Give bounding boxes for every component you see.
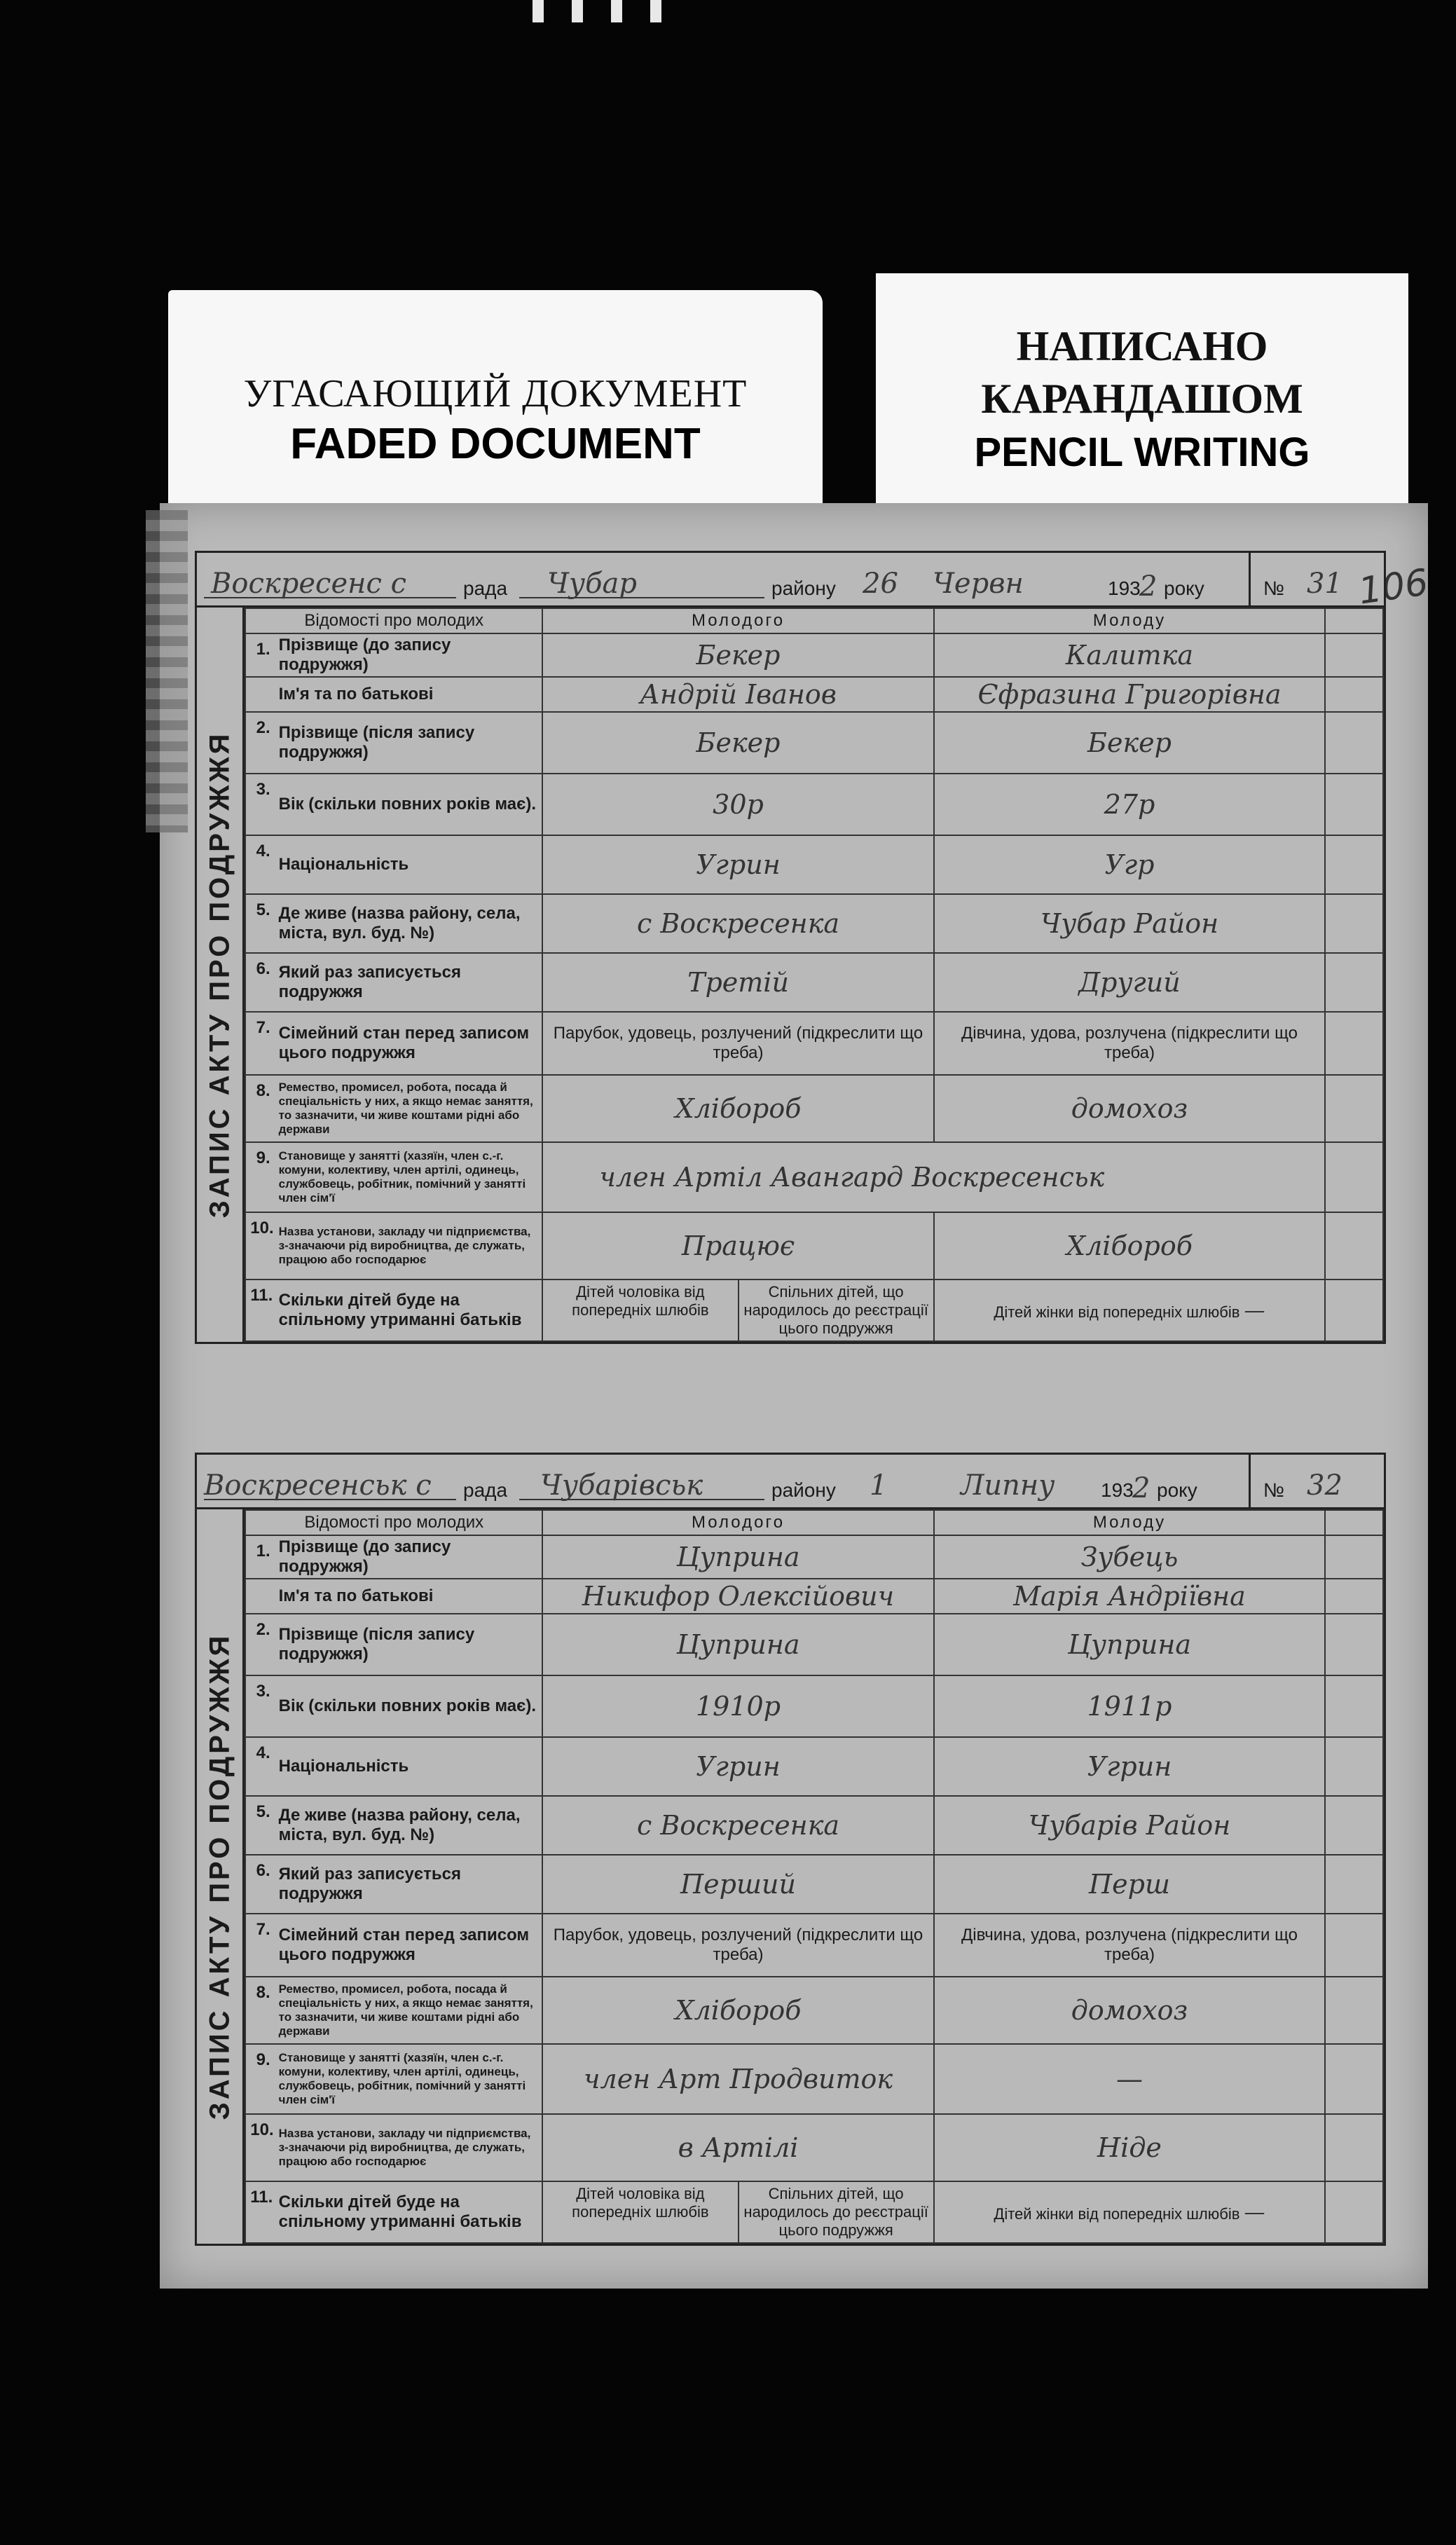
question-number: 8. bbox=[245, 1075, 274, 1142]
bride-answer: Другий bbox=[934, 953, 1325, 1012]
children-common-label: Спільних дітей, що народилось до реєстрації цього подружжя bbox=[743, 1283, 928, 1337]
raion-value: Чубар bbox=[547, 568, 637, 600]
bride-marital-options: Дівчина, удова, розлучена (підкреслити що треба) bbox=[934, 1914, 1325, 1977]
record-number: 32 bbox=[1307, 1469, 1342, 1502]
groom-answer: член Арт Продвиток bbox=[542, 2044, 933, 2114]
question-text: Ремество, промисел, робота, посада й спеціальність у них, а якщо немає заняття, то зазначити, чи живе коштами рідні або держави bbox=[275, 1075, 543, 1142]
bride-answer: Чубар Район bbox=[934, 894, 1325, 953]
faded-label-en: FADED DOCUMENT bbox=[290, 420, 701, 468]
col-groom-header: Молодого bbox=[542, 608, 933, 633]
question-text: Ім'я та по батькові bbox=[275, 1579, 543, 1614]
question-text: Становище у занятті (хазяїн, член с.-г. комуни, колективу, член артілі, одинець, службовець, робітник, помічний у занятті член сім'ї bbox=[275, 2044, 543, 2114]
record-body bbox=[195, 1507, 1386, 2246]
groom-answer: Третій bbox=[542, 953, 933, 1012]
col-groom-header: Молодого bbox=[542, 1510, 933, 1535]
groom-answer: Угрин bbox=[542, 1737, 933, 1796]
question-text: Прізвище (до запису подружжя) bbox=[275, 1535, 543, 1579]
question-text: Прізвище (після запису подружжя) bbox=[275, 712, 543, 774]
question-number bbox=[245, 677, 274, 712]
question-text: Вік (скільки повних років має). bbox=[275, 1675, 543, 1737]
question-text: Ім'я та по батькові bbox=[275, 677, 543, 712]
children-bride-cell bbox=[934, 1280, 1325, 1341]
pencil-label-ru-2: КАРАНДАШОМ bbox=[981, 376, 1303, 422]
groom-answer: в Артілі bbox=[542, 2114, 933, 2181]
rada-label: рада bbox=[463, 577, 508, 599]
question-text: Ремество, промисел, робота, посада й спеціальність у них, а якщо немає заняття, то зазначити, чи живе коштами рідні або держави bbox=[275, 1977, 543, 2044]
groom-answer: член Артіл Авангард Воскресенськ bbox=[542, 1142, 1325, 1212]
bride-answer: Перш bbox=[934, 1855, 1325, 1914]
bride-answer: Хлібороб bbox=[934, 1212, 1325, 1280]
year-digit: 2 bbox=[1139, 570, 1158, 603]
question-number: 2. bbox=[245, 712, 274, 774]
question-text: Скільки дітей буде на спільному утриманні батьків bbox=[275, 2181, 543, 2243]
raion-label: району bbox=[771, 577, 836, 599]
film-frame-marks bbox=[533, 0, 743, 28]
question-number: 8. bbox=[245, 1977, 274, 2044]
bride-answer: Калитка bbox=[934, 633, 1325, 677]
rada-value: Воскресенс с bbox=[211, 568, 406, 600]
document-sheet bbox=[160, 503, 1431, 2289]
children-bride-label: Дітей жінки від попередніх шлюбів bbox=[994, 2204, 1240, 2223]
number-label: № bbox=[1263, 1479, 1285, 1501]
rada-label: рада bbox=[463, 1479, 508, 1501]
question-text: Де живе (назва району, села, міста, вул. буд. №) bbox=[275, 894, 543, 953]
children-cell bbox=[542, 2181, 933, 2243]
question-number: 5. bbox=[245, 1796, 274, 1855]
question-number: 7. bbox=[245, 1012, 274, 1075]
question-text: Скільки дітей буде на спільному утриманні батьків bbox=[275, 1280, 543, 1341]
year-label: року bbox=[1164, 577, 1204, 599]
bride-answer: Угрин bbox=[934, 1737, 1325, 1796]
question-text: Сімейний стан перед записом цього подружжя bbox=[275, 1914, 543, 1977]
question-number: 4. bbox=[245, 835, 274, 894]
groom-answer: Никифор Олексійович bbox=[542, 1579, 933, 1614]
bride-answer: Зубець bbox=[934, 1535, 1325, 1579]
question-number: 9. bbox=[245, 2044, 274, 2114]
question-number: 1. bbox=[245, 633, 274, 677]
bride-answer: домохоз bbox=[934, 1977, 1325, 2044]
question-number: 6. bbox=[245, 1855, 274, 1914]
bride-answer: домохоз bbox=[934, 1075, 1325, 1142]
question-number bbox=[245, 1579, 274, 1614]
question-number: 10. bbox=[245, 1212, 274, 1280]
day-value: 1 bbox=[870, 1469, 888, 1502]
question-number: 5. bbox=[245, 894, 274, 953]
year-prefix: 193 bbox=[1101, 1479, 1134, 1501]
question-number: 1. bbox=[245, 1535, 274, 1579]
faded-label-ru: УГАСАЮЩИЙ ДОКУМЕНТ bbox=[243, 372, 748, 416]
groom-answer: Андрій Іванов bbox=[542, 677, 933, 712]
marriage-record-31 bbox=[195, 551, 1386, 1344]
question-number: 3. bbox=[245, 774, 274, 835]
groom-answer: Угрин bbox=[542, 835, 933, 894]
record-table bbox=[245, 608, 1384, 1342]
children-bride-value: — bbox=[1244, 1298, 1265, 1323]
year-label: року bbox=[1157, 1479, 1197, 1501]
question-text: Де живе (назва району, села, міста, вул. буд. №) bbox=[275, 1796, 543, 1855]
children-groom-label: Дітей чоловіка від попередніх шлюбів bbox=[543, 2182, 739, 2242]
vertical-title: ЗАПИС АКТУ ПРО ПОДРУЖЖЯ bbox=[197, 608, 245, 1342]
question-number: 10. bbox=[245, 2114, 274, 2181]
bride-answer: Ніде bbox=[934, 2114, 1325, 2181]
groom-answer: Цуприна bbox=[542, 1614, 933, 1675]
question-text: Національність bbox=[275, 1737, 543, 1796]
record-number-box bbox=[1249, 553, 1384, 605]
day-value: 26 bbox=[863, 568, 898, 600]
children-bride-cell bbox=[934, 2181, 1325, 2243]
vertical-title: ЗАПИС АКТУ ПРО ПОДРУЖЖЯ bbox=[197, 1509, 245, 2244]
groom-marital-options: Парубок, удовець, розлучений (підкреслити що треба) bbox=[542, 1012, 933, 1075]
bride-answer: 1911р bbox=[934, 1675, 1325, 1737]
rada-value: Воскресенськ с bbox=[204, 1469, 432, 1502]
groom-answer: Бекер bbox=[542, 633, 933, 677]
groom-answer: с Воскресенка bbox=[542, 1796, 933, 1855]
month-value: Липну bbox=[961, 1469, 1055, 1502]
question-text: Прізвище (до запису подружжя) bbox=[275, 633, 543, 677]
pencil-writing-label bbox=[876, 273, 1408, 512]
groom-answer: Бекер bbox=[542, 712, 933, 774]
marriage-record-32 bbox=[195, 1453, 1386, 2246]
month-value: Червн bbox=[933, 568, 1024, 600]
groom-marital-options: Парубок, удовець, розлучений (підкреслити що треба) bbox=[542, 1914, 933, 1977]
children-cell bbox=[542, 1280, 933, 1341]
record-number: 31 bbox=[1307, 568, 1342, 600]
raion-label: району bbox=[771, 1479, 836, 1501]
question-number: 4. bbox=[245, 1737, 274, 1796]
bride-answer: Цуприна bbox=[934, 1614, 1325, 1675]
col-info-header: Відомості про молодих bbox=[245, 608, 542, 633]
groom-answer: 1910р bbox=[542, 1675, 933, 1737]
groom-answer: 30р bbox=[542, 774, 933, 835]
groom-answer: с Воскресенка bbox=[542, 894, 933, 953]
question-number: 2. bbox=[245, 1614, 274, 1675]
number-label: № bbox=[1263, 577, 1285, 599]
question-text: Вік (скільки повних років має). bbox=[275, 774, 543, 835]
col-bride-header: Молоду bbox=[934, 608, 1325, 633]
col-info-header: Відомості про молодих bbox=[245, 1510, 542, 1535]
question-text: Становище у занятті (хазяїн, член с.-г. комуни, колективу, член артілі, одинець, службовець, робітник, помічний у занятті член сім'ї bbox=[275, 1142, 543, 1212]
bride-answer: Марія Андріївна bbox=[934, 1579, 1325, 1614]
pencil-label-en: PENCIL WRITING bbox=[974, 430, 1310, 475]
question-text: Який раз записується подружжя bbox=[275, 953, 543, 1012]
groom-answer: Хлібороб bbox=[542, 1977, 933, 2044]
question-number: 3. bbox=[245, 1675, 274, 1737]
page-number: 106 bbox=[1356, 561, 1431, 613]
faded-document-label bbox=[168, 290, 823, 514]
record-table bbox=[245, 1509, 1384, 2244]
children-common-label: Спільних дітей, що народилось до реєстрації цього подружжя bbox=[743, 2185, 928, 2239]
question-text: Сімейний стан перед записом цього подружжя bbox=[275, 1012, 543, 1075]
groom-answer: Хлібороб bbox=[542, 1075, 933, 1142]
bride-answer: Бекер bbox=[934, 712, 1325, 774]
question-number: 6. bbox=[245, 953, 274, 1012]
bride-answer: Єфразина Григорівна bbox=[934, 677, 1325, 712]
question-text: Який раз записується подружжя bbox=[275, 1855, 543, 1914]
pencil-label-ru-1: НАПИСАНО bbox=[1016, 323, 1268, 369]
groom-answer: Працює bbox=[542, 1212, 933, 1280]
question-text: Назва установи, закладу чи підприємства, з-значаючи рід виробництва, де служать, працюю або господарює bbox=[275, 2114, 543, 2181]
record-number-box bbox=[1249, 1455, 1384, 1507]
groom-answer: Цуприна bbox=[542, 1535, 933, 1579]
record-header bbox=[195, 1453, 1386, 1507]
record-header bbox=[195, 551, 1386, 605]
bride-marital-options: Дівчина, удова, розлучена (підкреслити що треба) bbox=[934, 1012, 1325, 1075]
year-digit: 2 bbox=[1132, 1472, 1151, 1504]
children-bride-label: Дітей жінки від попередніх шлюбів bbox=[994, 1303, 1240, 1321]
children-groom-label: Дітей чоловіка від попередніх шлюбів bbox=[543, 1280, 739, 1340]
question-text: Назва установи, закладу чи підприємства, з-значаючи рід виробництва, де служать, працюю або господарює bbox=[275, 1212, 543, 1280]
children-bride-value: — bbox=[1244, 2200, 1265, 2225]
bride-answer: Чубарів Район bbox=[934, 1796, 1325, 1855]
groom-answer: Перший bbox=[542, 1855, 933, 1914]
question-number: 11. bbox=[245, 2181, 274, 2243]
question-text: Національність bbox=[275, 835, 543, 894]
col-bride-header: Молоду bbox=[934, 1510, 1325, 1535]
bride-answer: 27р bbox=[934, 774, 1325, 835]
year-prefix: 193 bbox=[1108, 577, 1141, 599]
question-text: Прізвище (після запису подружжя) bbox=[275, 1614, 543, 1675]
question-number: 9. bbox=[245, 1142, 274, 1212]
bride-answer: — bbox=[934, 2044, 1325, 2114]
raion-value: Чубарівськ bbox=[540, 1469, 703, 1502]
question-number: 7. bbox=[245, 1914, 274, 1977]
bride-answer: Угр bbox=[934, 835, 1325, 894]
record-body bbox=[195, 605, 1386, 1344]
question-number: 11. bbox=[245, 1280, 274, 1341]
